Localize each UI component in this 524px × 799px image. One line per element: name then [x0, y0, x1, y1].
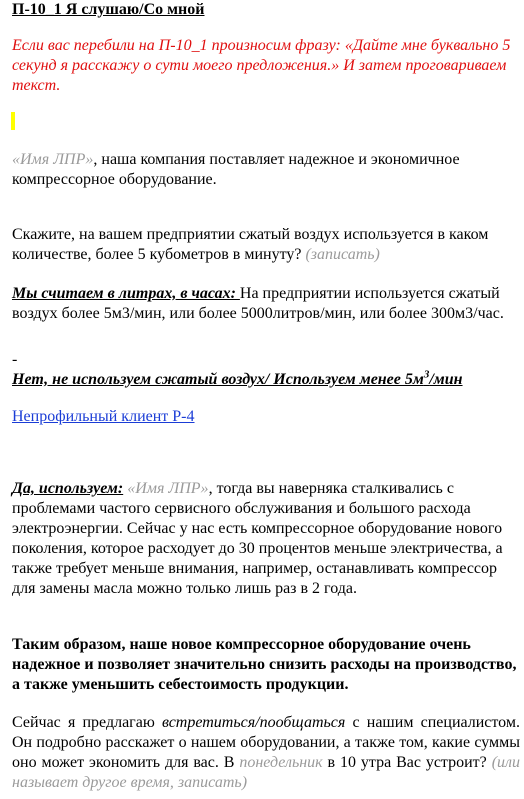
link-paragraph	[12, 407, 520, 427]
dash-line: -	[12, 351, 18, 368]
intro-text: , наша компания поставляет надежное и экономичное компрессорное оборудование.	[12, 151, 460, 188]
meeting-italic: встретиться/пообщаться	[161, 714, 346, 731]
meeting-paragraph: Сейчас я предлагаю встретиться/пообщаться с нашим специалистом. Он подробно расскажет о нашем оборудовании, а также том, какие суммы оно может экономить для вас. В понедельник в 10 утра Вас устроит? (или называет другое время, записать)	[12, 714, 521, 791]
highlight-marker	[11, 112, 15, 130]
question-paragraph	[12, 225, 520, 265]
meeting-note: (или называет другое время, записать)	[12, 754, 520, 791]
yes-text: , тогда вы наверняка сталкивались с проблемами частого сервисного обслуживания и большого расхода электроэнергии. Сейчас у нас есть компрессорное оборудование нового поколения, которое расходует до 30 процентов меньше электричества, а также требует меньше внимания, например, останавливать компрессор для замены масла можно только лишь раз в 2 года.	[12, 480, 503, 597]
superscript-3: 3	[423, 368, 430, 381]
non-core-client-link[interactable]: Непрофильный клиент Р-4	[12, 408, 195, 425]
liters-label: Мы считаем в литрах, в часах:	[12, 285, 240, 302]
name-placeholder: «Имя ЛПР»	[127, 480, 209, 497]
yes-label: Да, используем:	[12, 480, 124, 497]
liters-text: На предприятии используется сжатый воздух более 5м3/мин, или более 5000литров/мин, или более 300м3/час.	[12, 285, 504, 322]
section-title: П-10_1 Я слушаю/Со мной	[12, 1, 205, 18]
no-use-option: Нет, не используем сжатый воздух/ Используем менее $5м^3$/мин	[12, 368, 463, 388]
intro-paragraph	[12, 150, 520, 190]
question-note: (записать)	[305, 246, 380, 263]
liters-paragraph	[12, 284, 520, 324]
interruption-instruction: Если вас перебили на П-10_1 произносим фразу: «Дайте мне буквально 5 секунд я расскажу о сути моего предложения.» И затем проговариваем текст.	[12, 37, 511, 94]
summary-paragraph: Таким образом, наше новое компрессорное оборудование очень надежное и позволяет значительно снизить расходы на производство, а также уменьшить себестоимость продукции.	[12, 636, 517, 693]
yes-paragraph	[12, 479, 520, 599]
name-placeholder: «Имя ЛПР»	[12, 151, 94, 168]
question-text: Скажите, на вашем предприятии сжатый воздух используется в каком количестве, более 5 кубометров в минуту?	[12, 226, 489, 263]
day-placeholder: понедельник	[239, 754, 323, 771]
